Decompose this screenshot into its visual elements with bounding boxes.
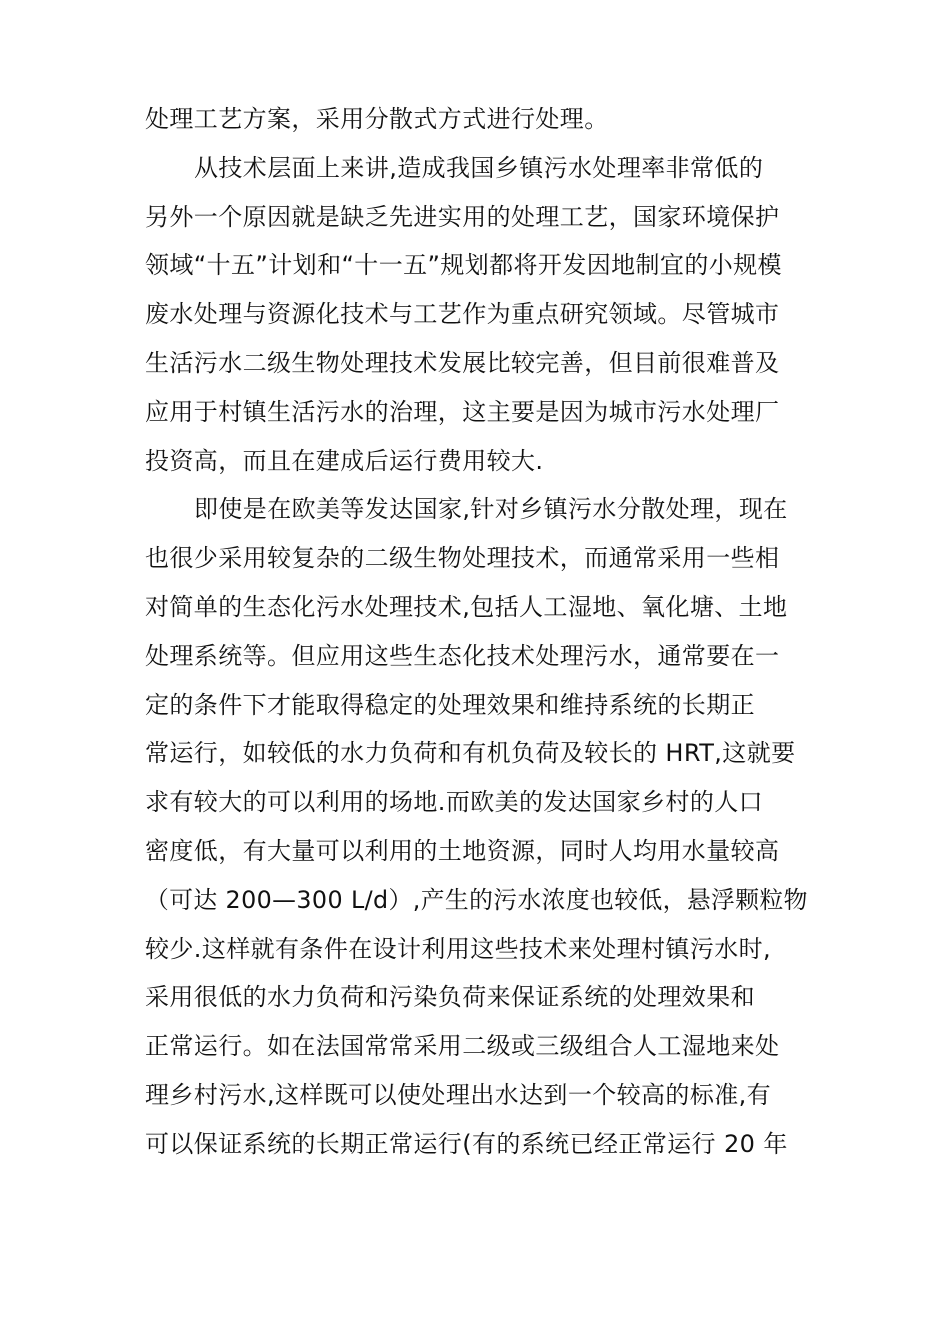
text-line: 另外一个原因就是缺乏先进实用的处理工艺，国家环境保护 <box>145 202 780 231</box>
body-text <box>145 95 810 1169</box>
text-line: 可以保证系统的长期正常运行(有的系统已经正常运行 20 年 <box>145 1129 788 1158</box>
text-line: 正常运行。如在法国常常采用二级或三级组合人工湿地来处 <box>145 1032 780 1061</box>
text-line: 定的条件下才能取得稳定的处理效果和维持系统的长期正 <box>145 690 755 719</box>
text-line: 对简单的生态化污水处理技术,包括人工湿地、氧化塘、土地 <box>145 592 788 621</box>
text-line: 常运行，如较低的水力负荷和有机负荷及较长的 HRT,这就要 <box>145 739 796 768</box>
text-line: （可达 200—300 L/d）,产生的污水浓度也较低，悬浮颗粒物 <box>145 885 808 914</box>
text-line: 处理系统等。但应用这些生态化技术处理污水，通常要在一 <box>145 641 780 670</box>
text-line: 投资高，而且在建成后运行费用较大. <box>145 446 544 475</box>
text-line: 废水处理与资源化技术与工艺作为重点研究领域。尽管城市 <box>145 300 780 329</box>
text-line: 从技术层面上来讲,造成我国乡镇污水处理率非常低的 <box>194 153 764 182</box>
text-line: 密度低，有大量可以利用的土地资源，同时人均用水量较高 <box>145 836 780 865</box>
text-line: 求有较大的可以利用的场地.而欧美的发达国家乡村的人口 <box>145 788 764 817</box>
text-line: 应用于村镇生活污水的治理，这主要是因为城市污水处理厂 <box>145 397 780 426</box>
text-line: 领域“十五”计划和“十一五”规划都将开发因地制宜的小规模 <box>145 251 782 280</box>
text-line: 也很少采用较复杂的二级生物处理技术，而通常采用一些相 <box>145 544 780 573</box>
text-line: 生活污水二级生物处理技术发展比较完善，但目前很难普及 <box>145 348 780 377</box>
text-line: 采用很低的水力负荷和污染负荷来保证系统的处理效果和 <box>145 983 755 1012</box>
text-line: 理乡村污水,这样既可以使处理出水达到一个较高的标准,有 <box>145 1080 772 1109</box>
text-line: 较少.这样就有条件在设计利用这些技术来处理村镇污水时, <box>145 934 772 963</box>
text-line: 即使是在欧美等发达国家,针对乡镇污水分散处理，现在 <box>194 495 788 524</box>
text-line: 处理工艺方案，采用分散式方式进行处理。 <box>145 105 609 133</box>
